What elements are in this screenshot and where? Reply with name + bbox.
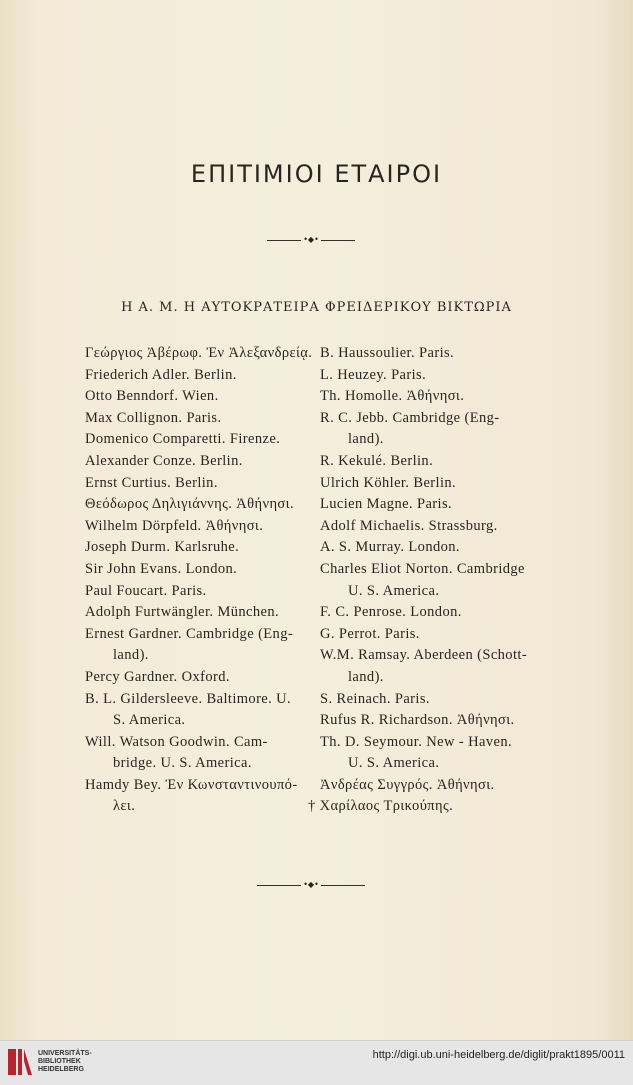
member-entry: Th. Homolle. Ἀθήνησι. [320,388,465,405]
member-entry: W.M. Ramsay. Aberdeen (Schott- [320,647,528,664]
library-logo-text [38,1050,92,1074]
member-entry: Ἀνδρέας Συγγρός. Ἀθήνησι. [320,776,495,793]
member-entry: Wilhelm Dörpfeld. Ἀθήνησι. [85,517,264,534]
page-title: ΕΠΙΤΙΜΙΟΙ ΕΤΑΙΡΟΙ [190,160,443,188]
ornament-divider-bottom [257,879,365,891]
member-entry: B. L. Gildersleeve. Baltimore. U. [85,690,292,707]
right-member-column [308,343,550,818]
member-entry-continuation: λει. [113,798,136,815]
member-entry: Rufus R. Richardson. Ἀθήνησι. [320,712,515,729]
member-entry: Ulrich Köhler. Berlin. [320,474,457,491]
member-entry-continuation: bridge. U. S. America. [113,755,252,772]
member-entry: Charles Eliot Norton. Cambridge [320,560,525,577]
member-entry: Friederich Adler. Berlin. [85,366,237,383]
member-entry-continuation: S. America. [113,712,186,729]
ornament-glyph: •◆• [303,235,319,244]
member-entry: R. C. Jebb. Cambridge (Eng- [320,409,500,426]
member-entry: Will. Watson Goodwin. Cam- [85,733,268,750]
member-entry: Ernst Curtius. Berlin. [85,474,218,491]
member-entry: R. Kekulé. Berlin. [320,452,434,469]
member-entry: S. Reinach. Paris. [320,690,430,707]
member-entry-continuation: land). [348,431,384,448]
logo-line: UNIVERSITÄTS- [38,1050,92,1057]
library-logo[interactable] [6,1047,92,1077]
member-entry: Otto Benndorf. Wien. [85,388,219,405]
member-entry: Max Collignon. Paris. [85,409,222,426]
ornament-glyph: •◆• [303,880,319,889]
left-member-column [85,343,313,818]
member-entry: L. Heuzey. Paris. [320,366,427,383]
member-entry-continuation: U. S. America. [348,755,440,772]
member-entry: A. S. Murray. London. [320,539,460,556]
member-entry: Adolph Furtwängler. München. [85,604,280,621]
logo-line: BIBLIOTHEK [38,1058,81,1065]
dedication-heading: Η Α. Μ. Η ΑΥΤΟΚΡΑΤΕΙΡΑ ΦΡΕΙΔΕΡΙΚΟΥ ΒΙΚΤΩΡΙΑ [121,300,512,315]
member-entry: Lucien Magne. Paris. [320,496,453,513]
member-entry: Alexander Conze. Berlin. [85,452,243,469]
member-entry: Domenico Comparetti. Firenze. [85,431,281,448]
member-entry-continuation: land). [348,668,384,685]
footer-bar [0,1040,633,1085]
member-entry: B. Haussoulier. Paris. [320,345,455,361]
member-entry: Γεώργιος Ἀβέρωφ. Ἐν Ἀλεξανδρείᾳ. [85,345,313,361]
member-entry-continuation: U. S. America. [348,582,440,599]
digitization-url-link[interactable]: http://digi.ub.uni-heidelberg.de/diglit/prakt1895/0011 [372,1049,625,1061]
member-entry-deceased: † Χαρίλαος Τρικούπης. [308,798,454,815]
member-entry: Adolf Michaelis. Strassburg. [320,517,498,534]
member-entry: Percy Gardner. Oxford. [85,668,230,685]
member-entry: F. C. Penrose. London. [320,604,462,621]
member-entry: Ernest Gardner. Cambridge (Eng- [85,625,294,642]
member-entry: Θεόδωρος Δηλιγιάννης. Ἀθήνησι. [85,496,294,513]
member-entry-continuation: land). [113,647,149,664]
member-entry: Paul Foucart. Paris. [85,582,207,599]
ornament-divider-top [267,234,355,246]
member-entry: Th. D. Seymour. New - Haven. [320,733,513,750]
member-entry: Sir John Evans. London. [85,560,238,577]
member-entry: G. Perrot. Paris. [320,625,420,642]
logo-line: HEIDELBERG [38,1066,84,1073]
member-entry: Joseph Durm. Karlsruhe. [85,539,240,556]
university-library-logo-icon [6,1047,34,1077]
member-entry: Hamdy Bey. Ἐν Κωνσταντινουπό- [85,776,298,793]
